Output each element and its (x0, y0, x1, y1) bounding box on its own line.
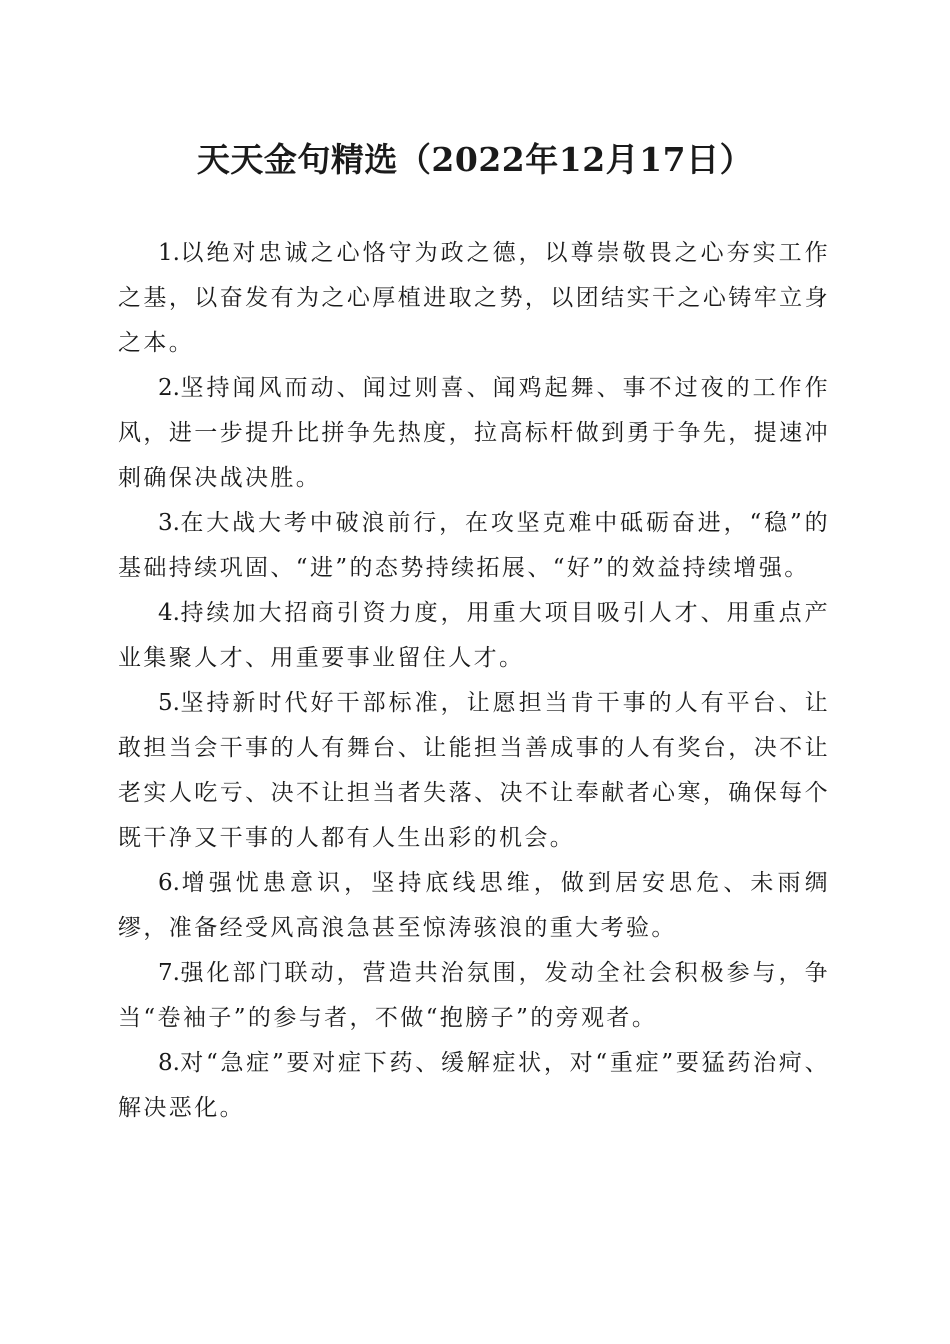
list-item (118, 681, 830, 861)
item-text: 对“急症”要对症下药、缓解症状，对“重症”要猛药治疴、解决恶化。 (118, 1050, 830, 1121)
item-number: 2. (158, 375, 180, 401)
item-text: 在大战大考中破浪前行，在攻坚克难中砥砺奋进，“稳”的基础持续巩固、“进”的态势持续拓展、“好”的效益持续增强。 (118, 510, 830, 581)
document-title: 天天金句精选（2022年12月17日） (196, 140, 754, 179)
list-item (118, 231, 830, 366)
list-item (118, 1041, 830, 1131)
item-text: 以绝对忠诚之心恪守为政之德，以尊崇敬畏之心夯实工作之基，以奋发有为之心厚植进取之势，以团结实干之心铸牢立身之本。 (118, 240, 830, 356)
list-item (118, 366, 830, 501)
list-item (118, 861, 830, 951)
item-number: 4. (158, 600, 180, 626)
item-number: 6. (158, 870, 180, 896)
item-text: 持续加大招商引资力度，用重大项目吸引人才、用重点产业集聚人才、用重要事业留住人才。 (118, 600, 830, 671)
item-number: 1. (158, 240, 180, 266)
item-text: 强化部门联动，营造共治氛围，发动全社会积极参与，争当“卷袖子”的参与者，不做“抱膀子”的旁观者。 (118, 960, 830, 1031)
item-number: 8. (158, 1050, 180, 1076)
item-text: 坚持闻风而动、闻过则喜、闻鸡起舞、事不过夜的工作作风，进一步提升比拼争先热度，拉高标杆做到勇于争先，提速冲刺确保决战决胜。 (118, 375, 830, 491)
item-number: 7. (158, 960, 180, 986)
item-text: 坚持新时代好干部标准，让愿担当肯干事的人有平台、让敢担当会干事的人有舞台、让能担当善成事的人有奖台，决不让老实人吃亏、决不让担当者失落、决不让奉献者心寒，确保每个既干净又干事的人都有人生出彩的机会。 (118, 690, 830, 851)
list-item (118, 591, 830, 681)
item-number: 5. (158, 690, 180, 716)
document-body (118, 231, 830, 1131)
item-text: 增强忧患意识，坚持底线思维，做到居安思危、未雨绸缪，准备经受风高浪急甚至惊涛骇浪的重大考验。 (118, 870, 830, 941)
list-item (118, 951, 830, 1041)
list-item (118, 501, 830, 591)
item-number: 3. (158, 510, 180, 536)
